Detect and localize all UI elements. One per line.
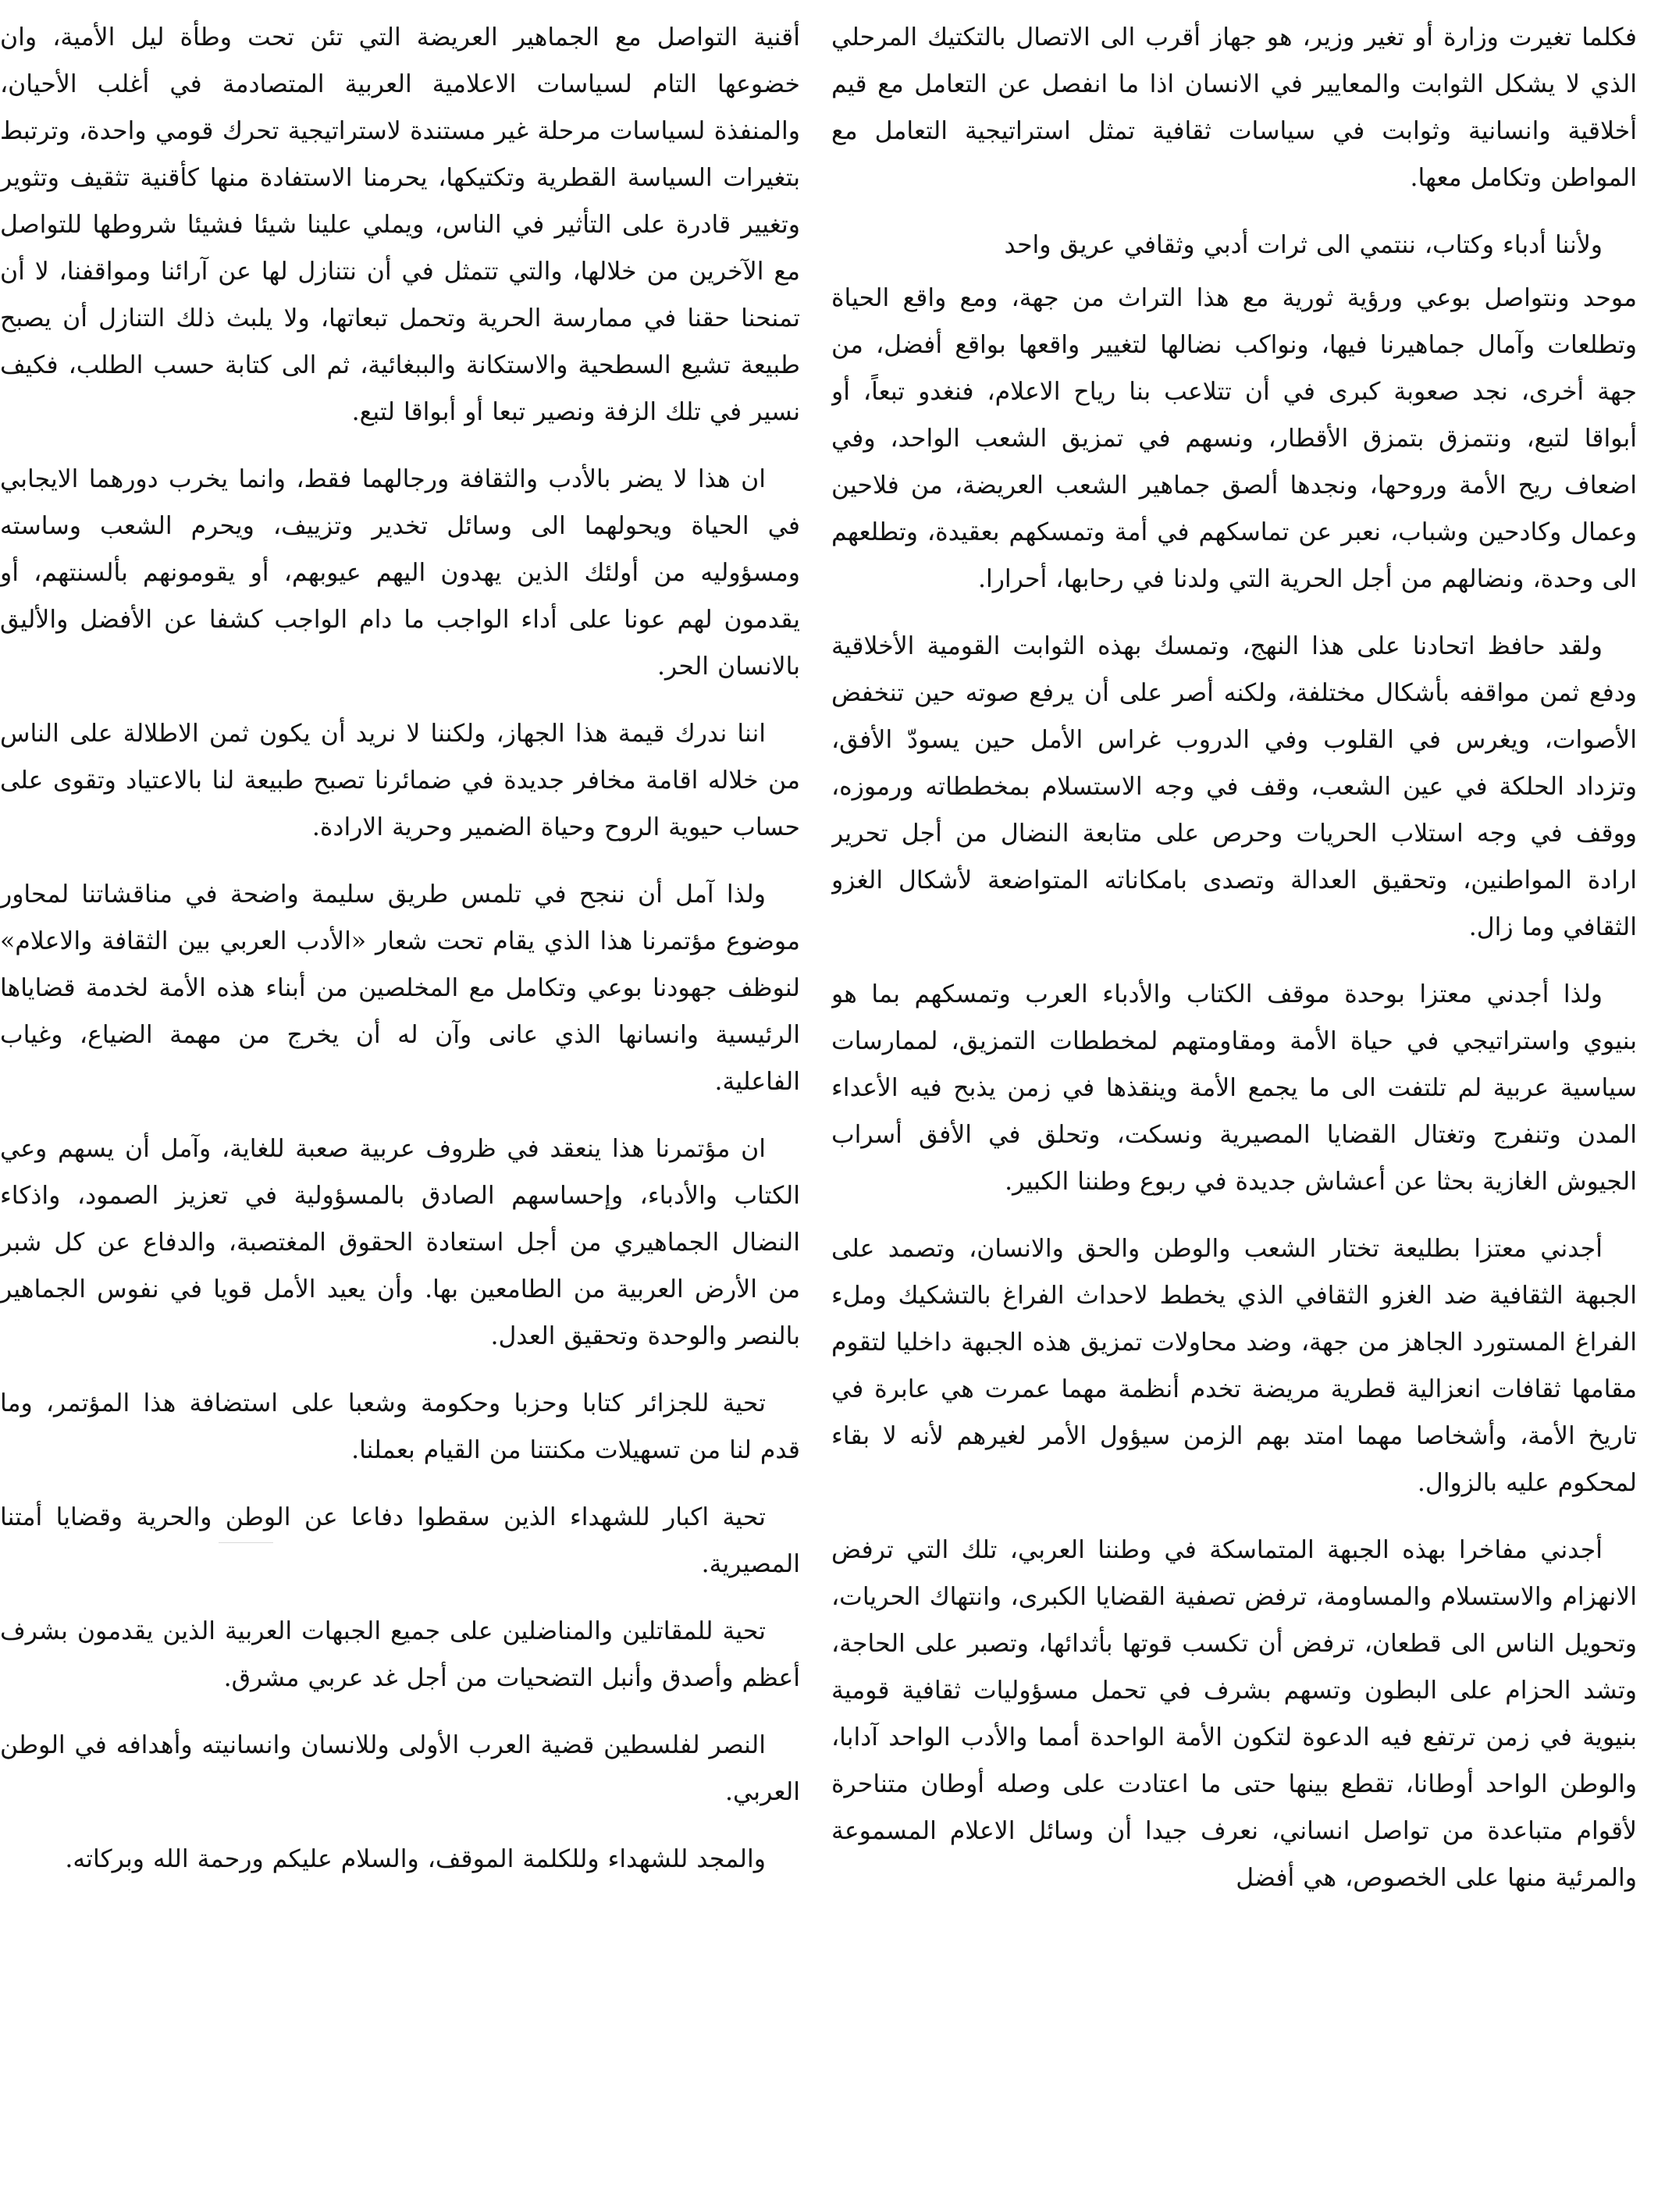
paragraph: ولذا آمل أن ننجح في تلمس طريق سليمة واضحة في مناقشاتنا لمحاور موضوع مؤتمرنا هذا الذي يقام تحت شعار «الأدب العربي بين الثقافة والاعلام» لنوظف جهودنا بوعي وتكامل مع المخلصين من أبناء هذه الأمة لخدمة قضاياها الرئيسية وانسانها الذي عانى وآن له أن يخرج من مهمة الضياع، وغياب الفاعلية. <box>0 880 800 1096</box>
paragraph: تحية اكبار للشهداء الذين سقطوا دفاعا عن الوطن والحرية وقضايا أمتنا المصيرية. <box>0 1503 800 1578</box>
paragraph: فكلما تغيرت وزارة أو تغير وزير، هو جهاز أقرب الى الاتصال بالتكتيك المرحلي الذي لا يشكل الثوابت والمعايير في الانسان اذا ما انفصل عن التعامل مع قيم أخلاقية وانسانية وثوابت في سياسات ثقافية تمثل استراتيجية التعامل مع المواطن وتكامل معها. <box>831 23 1637 192</box>
paragraph: تحية للمقاتلين والمناضلين على جميع الجبهات العربية الذين يقدمون بشرف أعظم وأصدق وأنبل التضحيات من أجل غد عربي مشرق. <box>0 1617 800 1692</box>
right-column <box>831 14 1637 2212</box>
paragraph: ولأننا أدباء وكتاب، ننتمي الى ثرات أدبي وثقافي عريق واحد <box>1004 231 1603 259</box>
paragraph: أقنية التواصل مع الجماهير العريضة التي تئن تحت وطأة ليل الأمية، وان خضوعها التام لسياسات الاعلامية العربية المتصادمة في أغلب الأحيان، والمنفذة لسياسات مرحلة غير مستندة لاستراتيجية تحرك قومي واحدة، وترتبط بتغيرات السياسة القطرية وتكتيكها، يحرمنا الاستفادة منها كأقنية تثقيف وتثوير وتغيير قادرة على التأثير في الناس، ويملي علينا شيئا فشيئا شروطها للتواصل مع الآخرين من خلالها، والتي تتمثل في أن نتنازل لها عن آرائنا ومواقفنا، لا أن تمنحنا حقنا في ممارسة الحرية وتحمل تبعاتها، ولا يلبث ذلك التنازل أن يصبح طبيعة تشيع السطحية والاستكانة والببغائية، ثم الى كتابة حسب الطلب، فكيف نسير في تلك الزفة ونصير تبعا أو أبواقا لتبع. <box>0 23 800 426</box>
paragraph: النصر لفلسطين قضية العرب الأولى وللانسان وانسانيته وأهدافه في الوطن العربي. <box>0 1731 800 1806</box>
faint-separator-mark <box>219 1542 273 1543</box>
paragraph: أجدني مفاخرا بهذه الجبهة المتماسكة في وطننا العربي، تلك التي ترفض الانهزام والاستسلام والمساومة، ترفض تصفية القضايا الكبرى، وانتهاك الحريات، وتحويل الناس الى قطعان، ترفض أن تكسب قوتها بأثدائها، وتصبر على الحاجة، وتشد الحزام على البطون وتسهم بشرف في تحمل مسؤوليات ثقافية قومية بنيوية في زمن ترتفع فيه الدعوة لتكون الأمة الواحدة أمما والأدب الواحد آدابا، والوطن الواحد أوطانا، تقطع بينها حتى ما اعتادت على وصله أوطان متناحرة لأقوام متباعدة من تواصل انساني، نعرف جيدا أن وسائل الاعلام المسموعة والمرئية منها على الخصوص، هي أفضل <box>831 1536 1637 1892</box>
paragraph: ولذا أجدني معتزا بوحدة موقف الكتاب والأدباء العرب وتمسكهم بما هو بنيوي واستراتيجي في حياة الأمة ومقاومتهم لمخططات التمزيق، لممارسات سياسية عربية لم تلتفت الى ما يجمع الأمة وينقذها في زمن يذبح فيه الأعداء المدن وتنفرج وتغتال القضايا المصيرية ونسكت، وتحلق في الأفق أسراب الجيوش الغازية بحثا عن أعشاش جديدة في ربوع وطننا الكبير. <box>831 980 1637 1196</box>
paragraph: ان هذا لا يضر بالأدب والثقافة ورجالهما فقط، وانما يخرب دورهما الايجابي في الحياة ويحولهما الى وسائل تخدير وتزييف، ويحرم الشعب وساسته ومسؤوليه من أولئك الذين يهدون اليهم عيوبهم، أو يقومونهم بألسنتهم، أو يقدمون لهم عونا على أداء الواجب ما دام الواجب كشفا عن الأفضل والأليق بالانسان الحر. <box>0 465 800 681</box>
paragraph: أجدني معتزا بطليعة تختار الشعب والوطن والحق والانسان، وتصمد على الجبهة الثقافية ضد الغزو الثقافي الذي يخطط لاحداث الفراغ بالتشكيك وملء الفراغ المستورد الجاهز من جهة، وضد محاولات تمزيق هذه الجبهة داخليا لتقوم مقامها ثقافات انعزالية قطرية مريضة تخدم أنظمة مهما عمرت هي عابرة في تاريخ الأمة، وأشخاصا مهما امتد بهم الزمن سيؤول الأمر لغيرهم لأنه لا بقاء لمحكوم عليه بالزوال. <box>831 1235 1637 1497</box>
paragraph: ولقد حافظ اتحادنا على هذا النهج، وتمسك بهذه الثوابت القومية الأخلاقية ودفع ثمن مواقفه بأشكال مختلفة، ولكنه أصر على أن يرفع صوته حين تنخفض الأصوات، ويغرس في القلوب وفي الدروب غراس الأمل حين يسودّ الأفق، وتزداد الحلكة في عين الشعب، وقف في وجه الاستسلام بمخططاته ورموزه، ووقف في وجه استلاب الحريات وحرص على متابعة النضال من أجل تحرير ارادة المواطنين، وتحقيق العدالة وتصدى بامكاناته المتواضعة لأشكال الغزو الثقافي وما زال. <box>831 632 1637 941</box>
left-column <box>0 14 800 2212</box>
paragraph: ان مؤتمرنا هذا ينعقد في ظروف عربية صعبة للغاية، وآمل أن يسهم وعي الكتاب والأدباء، وإحساسهم الصادق بالمسؤولية في تعزيز الصمود، واذكاء النضال الجماهيري من أجل استعادة الحقوق المغتصبة، والدفاع عن كل شبر من الأرض العربية من الطامعين بها. وأن يعيد الأمل قويا في نفوس الجماهير بالنصر والوحدة وتحقيق العدل. <box>0 1135 800 1350</box>
paragraph: تحية للجزائر كتابا وحزبا وحكومة وشعبا على استضافة هذا المؤتمر، وما قدم لنا من تسهيلات مكنتنا من القيام بعملنا. <box>0 1389 800 1464</box>
paragraph: والمجد للشهداء وللكلمة الموقف، والسلام عليكم ورحمة الله وبركاته. <box>65 1845 766 1873</box>
paragraph: اننا ندرك قيمة هذا الجهاز، ولكننا لا نريد أن يكون ثمن الاطلالة على الناس من خلاله اقامة مخافر جديدة في ضمائرنا تصبح طبيعة لنا بالاعتياد وتقوى على حساب حيوية الروح وحياة الضمير وحرية الارادة. <box>0 720 800 841</box>
paragraph: موحد ونتواصل بوعي ورؤية ثورية مع هذا التراث من جهة، ومع واقع الحياة وتطلعات وآمال جماهيرنا فيها، ونواكب نضالها لتغيير واقعها بواقع أفضل، من جهة أخرى، نجد صعوبة كبرى في أن تتلاعب بنا رياح الاعلام، فنغدو تبعاً، أو أبواقا لتبع، ونتمزق بتمزق الأقطار، ونسهم في تمزيق الشعب الواحد، وفي اضعاف ريح الأمة وروحها، ونجدها ألصق جماهير الشعب العريضة، من فلاحين وعمال وكادحين وشباب، نعبر عن تماسكهم في أمة وتمسكهم بعقيدة، وتطلعهم الى وحدة، ونضالهم من أجل الحرية التي ولدنا في رحابها، أحرارا. <box>831 284 1637 593</box>
